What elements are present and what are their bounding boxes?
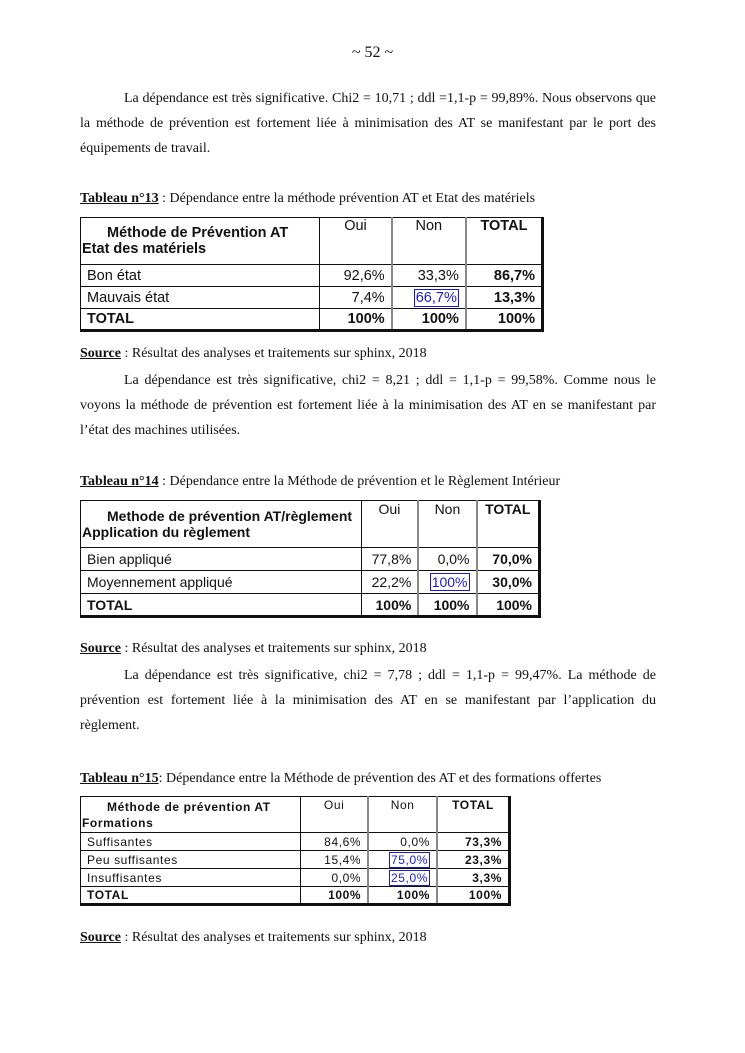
cell-oui [361,571,418,594]
row-label: Bon état [81,265,320,287]
table-14-caption [80,474,560,490]
cell-non [392,287,466,309]
paragraph-3 [80,663,656,738]
caption-label: Tableau n°15 [80,771,159,786]
cell-value: 23,3% [464,852,502,867]
caption-text: : Dépendance entre la Méthode de prévention et le Règlement Intérieur [158,474,561,489]
table-14-source [80,641,427,657]
cell-oui [301,869,369,887]
header-top-label: Méthode de prévention AT [107,799,271,814]
highlighted-value: 100% [431,574,468,590]
header-top-label: Méthode de Prévention AT [107,225,289,241]
header-top-label: Methode de prévention AT/règlement [107,508,353,524]
paragraph-text: La dépendance est très significative. Chi2 = 10,71 ; ddl =1,1-p = 99,89%. Nous observons que la méthode de prévention est fortement liée à minimisation des AT se manifestant par le port des équipements de travail. [80,91,656,156]
table-header-row [81,501,540,548]
cell-oui [301,887,369,905]
cell-oui [301,833,369,851]
source-text: : Résultat des analyses et traitements sur sphinx, 2018 [120,346,427,361]
cell-value: 100% [433,596,470,613]
cell-value: 100% [396,888,431,902]
cell-total [437,851,509,869]
header-corner-cell [81,797,301,833]
cell-non [368,887,437,905]
column-header-total: TOTAL [437,797,509,833]
cell-non [392,309,466,331]
cell-oui [361,594,418,617]
table-row [81,265,543,287]
header-corner-cell [81,218,320,265]
cell-non [418,594,476,617]
source-label: Source [80,641,121,656]
cell-value: 100% [468,888,502,902]
row-label: Insuffisantes [81,869,301,887]
cell-value: 86,7% [493,267,535,284]
source-label: Source [80,930,121,945]
column-header-non: Non [418,501,476,548]
cell-value: 100% [347,311,385,327]
header-corner-cell [81,501,362,548]
column-header-oui: Oui [361,501,418,548]
row-label: TOTAL [81,594,362,617]
cell-total [466,287,543,309]
cell-oui [361,548,418,571]
cell-oui [301,851,369,869]
row-label: Mauvais état [81,287,320,309]
cell-total [437,869,509,887]
cell-non [368,869,437,887]
paragraph-text: La dépendance est très significative, chi2 = 7,78 ; ddl = 1,1-p = 99,47%. La méthode de prévention est fortement liée à la minimisation des AT en se manifestant par l’application du règlement. [80,668,656,733]
paragraph-text: La dépendance est très significative, chi2 = 8,21 ; ddl = 1,1-p = 99,58%. Comme nous le voyons la méthode de prévention est fortement liée à la minimisation des AT en se manifestant par l’état des machines utilisées. [80,373,656,438]
cell-value: 92,6% [343,267,385,284]
table-14 [80,500,541,618]
column-header-non: Non [368,797,437,833]
source-label: Source [80,346,121,361]
source-text: : Résultat des analyses et traitements sur sphinx, 2018 [120,930,427,945]
table-13 [80,217,544,332]
cell-value: 13,3% [493,289,535,306]
cell-value: 30,0% [492,574,532,590]
cell-value: 3,3% [472,870,502,885]
table-row [81,869,510,887]
column-header-total: TOTAL [466,218,543,265]
column-header-total: TOTAL [477,501,540,548]
cell-non [418,571,476,594]
caption-label: Tableau n°13 [80,191,159,206]
table-13-source [80,346,427,362]
cell-value: 7,4% [351,289,385,306]
cell-value: 100% [496,596,532,613]
table-row [81,833,510,851]
paragraph-2 [80,368,656,443]
table-row [81,309,543,331]
highlighted-value: 75,0% [390,852,429,867]
highlighted-value: 25,0% [390,870,429,885]
cell-value: 100% [497,311,535,327]
caption-text: : Dépendance entre la Méthode de prévention des AT et des formations offertes [158,771,602,786]
source-text: : Résultat des analyses et traitements sur sphinx, 2018 [120,641,427,656]
page-number: ~ 52 ~ [351,44,394,61]
table-13-caption [80,191,535,207]
cell-value: 0,0% [400,834,431,849]
cell-non [418,548,476,571]
table-row [81,287,543,309]
cell-oui [320,309,392,331]
table-header-row [81,218,543,265]
cell-total [477,571,540,594]
paragraph-1 [80,86,656,161]
table-header-row [81,797,510,833]
column-header-oui: Oui [301,797,369,833]
cell-total [466,309,543,331]
cell-non [368,851,437,869]
table-row [81,571,540,594]
row-label: TOTAL [81,309,320,331]
cell-value: 70,0% [492,551,532,567]
cell-oui [320,287,392,309]
table-row [81,887,510,905]
cell-value: 0,0% [331,870,362,885]
cell-total [466,265,543,287]
cell-total [437,833,509,851]
row-label: TOTAL [81,887,301,905]
cell-value: 0,0% [437,551,470,567]
table-row [81,851,510,869]
table-15-caption [80,771,601,787]
header-side-label: Etat des matériels [82,241,207,257]
caption-label: Tableau n°14 [80,474,159,489]
header-side-label: Application du règlement [82,524,251,540]
table-row [81,548,540,571]
row-label: Bien appliqué [81,548,362,571]
cell-total [477,548,540,571]
column-header-oui: Oui [320,218,392,265]
cell-value: 15,4% [324,852,362,867]
cell-value: 84,6% [324,834,362,849]
table-row [81,594,540,617]
table-15 [80,796,511,906]
cell-value: 100% [328,888,362,902]
cell-total [477,594,540,617]
cell-oui [320,265,392,287]
row-label: Peu suffisantes [81,851,301,869]
highlighted-value: 66,7% [415,289,457,306]
header-side-label: Formations [82,815,154,830]
cell-value: 77,8% [371,551,412,567]
cell-value: 73,3% [464,834,502,849]
cell-non [368,833,437,851]
column-header-non: Non [392,218,466,265]
cell-value: 33,3% [417,267,459,284]
cell-value: 100% [421,311,459,327]
cell-total [437,887,509,905]
cell-non [392,265,466,287]
cell-value: 22,2% [371,574,412,590]
row-label: Moyennement appliqué [81,571,362,594]
cell-value: 100% [375,596,412,613]
caption-text: : Dépendance entre la méthode prévention AT et Etat des matériels [158,191,536,206]
table-15-source [80,930,427,946]
row-label: Suffisantes [81,833,301,851]
